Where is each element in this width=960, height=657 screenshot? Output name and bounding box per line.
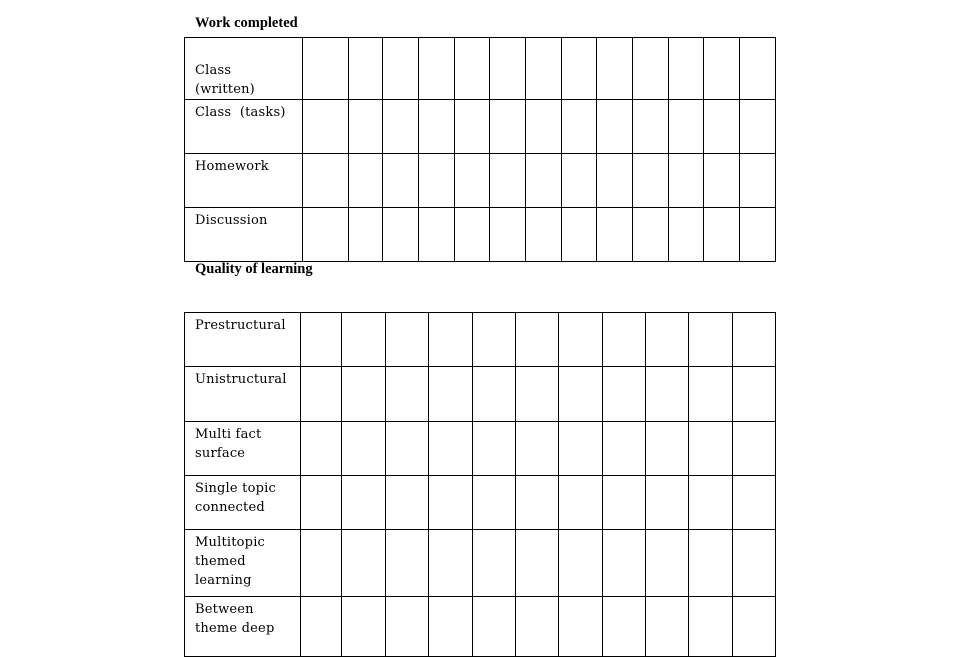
grid-cell	[559, 313, 603, 367]
grid-cell	[603, 422, 646, 476]
grid-cell	[516, 530, 559, 597]
grid-cell	[633, 38, 669, 100]
grid-cell	[704, 154, 740, 208]
grid-cell	[349, 100, 383, 154]
grid-cell	[383, 154, 419, 208]
grid-cell	[526, 154, 562, 208]
grid-cell	[526, 38, 562, 100]
grid-cell	[516, 476, 559, 530]
work-completed-heading: Work completed	[195, 15, 298, 31]
grid-cell	[419, 154, 455, 208]
grid-cell	[349, 208, 383, 262]
grid-cell	[669, 154, 704, 208]
grid-cell	[562, 100, 597, 154]
quality-of-learning-table	[184, 312, 776, 657]
grid-cell	[689, 313, 733, 367]
grid-cell	[473, 476, 516, 530]
grid-cell	[669, 100, 704, 154]
grid-cell	[603, 476, 646, 530]
row-label: Single topic connected	[185, 476, 301, 530]
grid-cell	[689, 367, 733, 422]
grid-cell	[689, 530, 733, 597]
grid-cell	[303, 38, 349, 100]
grid-cell	[597, 100, 633, 154]
grid-cell	[455, 100, 490, 154]
grid-cell	[473, 367, 516, 422]
grid-cell	[597, 208, 633, 262]
grid-cell	[419, 208, 455, 262]
grid-cell	[633, 208, 669, 262]
grid-cell	[490, 38, 526, 100]
grid-cell	[303, 100, 349, 154]
quality-of-learning-heading: Quality of learning	[195, 261, 313, 277]
grid-cell	[473, 530, 516, 597]
quality-row-unistructural	[185, 367, 776, 422]
grid-cell	[559, 476, 603, 530]
grid-cell	[733, 422, 776, 476]
grid-cell	[559, 597, 603, 657]
grid-cell	[383, 100, 419, 154]
grid-cell	[429, 597, 473, 657]
grid-cell	[733, 367, 776, 422]
grid-cell	[526, 208, 562, 262]
grid-cell	[646, 530, 689, 597]
grid-cell	[383, 208, 419, 262]
quality-row-multitopic-themed-learning	[185, 530, 776, 597]
work-row-homework	[185, 154, 776, 208]
grid-cell	[301, 313, 342, 367]
grid-cell	[633, 100, 669, 154]
grid-cell	[429, 476, 473, 530]
grid-cell	[516, 597, 559, 657]
grid-cell	[455, 38, 490, 100]
grid-cell	[740, 100, 776, 154]
grid-cell	[646, 313, 689, 367]
grid-cell	[704, 208, 740, 262]
grid-cell	[342, 367, 386, 422]
quality-row-multi-fact-surface	[185, 422, 776, 476]
grid-cell	[490, 208, 526, 262]
grid-cell	[349, 38, 383, 100]
work-row-discussion	[185, 208, 776, 262]
grid-cell	[633, 154, 669, 208]
grid-cell	[603, 367, 646, 422]
grid-cell	[740, 208, 776, 262]
grid-cell	[455, 154, 490, 208]
grid-cell	[386, 597, 429, 657]
grid-cell	[301, 476, 342, 530]
grid-cell	[603, 597, 646, 657]
grid-cell	[419, 100, 455, 154]
quality-row-between-theme-deep	[185, 597, 776, 657]
grid-cell	[342, 476, 386, 530]
grid-cell	[733, 597, 776, 657]
row-label: Discussion	[185, 208, 303, 262]
grid-cell	[646, 422, 689, 476]
grid-cell	[386, 313, 429, 367]
grid-cell	[704, 100, 740, 154]
grid-cell	[526, 100, 562, 154]
grid-cell	[597, 38, 633, 100]
row-label: Unistructural	[185, 367, 301, 422]
grid-cell	[603, 313, 646, 367]
grid-cell	[740, 154, 776, 208]
grid-cell	[419, 38, 455, 100]
grid-cell	[429, 367, 473, 422]
grid-cell	[386, 422, 429, 476]
grid-cell	[301, 530, 342, 597]
grid-cell	[689, 422, 733, 476]
grid-cell	[733, 313, 776, 367]
grid-cell	[383, 38, 419, 100]
grid-cell	[429, 422, 473, 476]
grid-cell	[342, 530, 386, 597]
grid-cell	[301, 597, 342, 657]
grid-cell	[516, 313, 559, 367]
grid-cell	[597, 154, 633, 208]
grid-cell	[559, 367, 603, 422]
row-label: Prestructural	[185, 313, 301, 367]
grid-cell	[516, 422, 559, 476]
row-label: Class (written)	[185, 38, 303, 100]
work-row-class-written	[185, 38, 776, 100]
grid-cell	[429, 313, 473, 367]
grid-cell	[733, 530, 776, 597]
grid-cell	[562, 154, 597, 208]
grid-cell	[704, 38, 740, 100]
row-label: Multitopic themed learning	[185, 530, 301, 597]
grid-cell	[473, 422, 516, 476]
quality-row-prestructural	[185, 313, 776, 367]
grid-cell	[669, 208, 704, 262]
grid-cell	[646, 476, 689, 530]
grid-cell	[342, 313, 386, 367]
grid-cell	[559, 530, 603, 597]
grid-cell	[733, 476, 776, 530]
grid-cell	[646, 597, 689, 657]
grid-cell	[669, 38, 704, 100]
grid-cell	[740, 38, 776, 100]
grid-cell	[490, 100, 526, 154]
grid-cell	[689, 476, 733, 530]
grid-cell	[603, 530, 646, 597]
row-label: Class (tasks)	[185, 100, 303, 154]
grid-cell	[301, 367, 342, 422]
grid-cell	[303, 154, 349, 208]
grid-cell	[342, 597, 386, 657]
grid-cell	[386, 367, 429, 422]
quality-row-single-topic-connected	[185, 476, 776, 530]
grid-cell	[562, 208, 597, 262]
row-label: Between theme deep	[185, 597, 301, 657]
row-label: Multi fact surface	[185, 422, 301, 476]
grid-cell	[689, 597, 733, 657]
grid-cell	[516, 367, 559, 422]
grid-cell	[455, 208, 490, 262]
row-label: Homework	[185, 154, 303, 208]
grid-cell	[646, 367, 689, 422]
grid-cell	[490, 154, 526, 208]
grid-cell	[473, 597, 516, 657]
grid-cell	[559, 422, 603, 476]
grid-cell	[342, 422, 386, 476]
grid-cell	[562, 38, 597, 100]
grid-cell	[386, 530, 429, 597]
grid-cell	[473, 313, 516, 367]
grid-cell	[386, 476, 429, 530]
work-row-class-tasks	[185, 100, 776, 154]
grid-cell	[303, 208, 349, 262]
grid-cell	[349, 154, 383, 208]
grid-cell	[301, 422, 342, 476]
grid-cell	[429, 530, 473, 597]
work-completed-table	[184, 37, 776, 262]
